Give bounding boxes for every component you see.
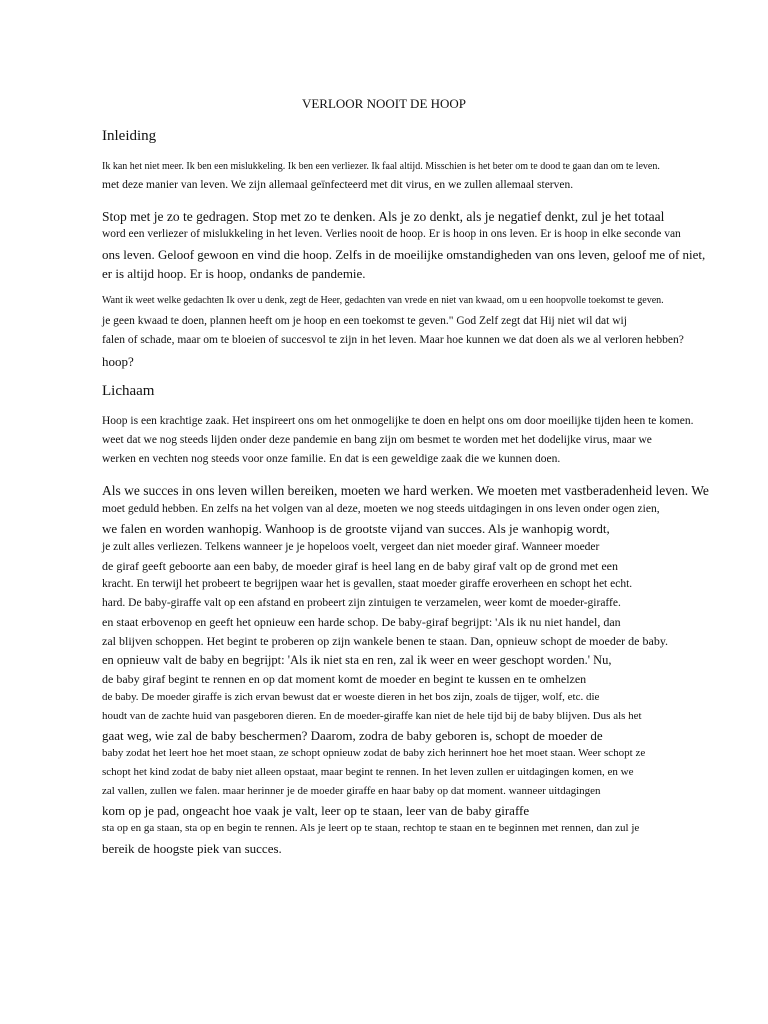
text-line: sta op en ga staan, sta op en begin te rennen. Als je leert op te staan, rechtop te staan en te beginnen met rennen, dan zul je: [102, 822, 640, 834]
text-line: Ik kan het niet meer. Ik ben een mislukkeling. Ik ben een verliezer. Ik faal altijd. Misschien is het beter om te dood te gaan dan om te leven.: [102, 161, 660, 172]
document-title: VERLOOR NOOIT DE HOOP: [301, 96, 467, 111]
text-line: weet dat we nog steeds lijden onder deze pandemie en bang zijn om besmet te worden met het dodelijke virus, maar we: [102, 434, 652, 446]
text-line: kracht. En terwijl het probeert te begrijpen waar het is gevallen, staat moeder giraffe eroverheen en schopt het echt.: [102, 578, 633, 590]
text-line: Hoop is een krachtige zaak. Het inspireert ons om het onmogelijke te doen en helpt ons om door moeilijke tijden heen te komen.: [102, 415, 694, 427]
text-line: we falen en worden wanhopig. Wanhoop is de grootste vijand van succes. Als je wanhopig wordt,: [102, 521, 610, 536]
text-line: moet geduld hebben. En zelfs na het volgen van al deze, moeten we nog steeds uitdagingen in ons leven onder ogen zien,: [102, 503, 660, 515]
text-line: de baby giraf begint te rennen en op dat moment komt de moeder en begint te kussen en te omhelzen: [102, 672, 587, 686]
text-line: zal blijven schoppen. Het begint te proberen op zijn wankele benen te staan. Dan, opnieuw schopt de moeder de baby.: [102, 634, 669, 648]
text-line: Als we succes in ons leven willen bereiken, moeten we hard werken. We moeten met vastberadenheid leven. We: [102, 483, 709, 498]
text-line: hoop?: [102, 354, 134, 369]
section-heading-lichaam: Lichaam: [102, 383, 155, 399]
text-line: gaat weg, wie zal de baby beschermen? Daarom, zodra de baby geboren is, schopt de moeder de: [102, 728, 603, 743]
text-line: Stop met je zo te gedragen. Stop met zo te denken. Als je zo denkt, als je negatief denkt, zul je het totaal: [102, 209, 665, 224]
text-line: schopt het kind zodat de baby niet alleen opstaat, maar begint te rennen. In het leven zullen er uitdagingen komen, en we: [102, 766, 634, 778]
text-line: kom op je pad, ongeacht hoe vaak je valt, leer op te staan, leer van de baby giraffe: [102, 803, 530, 818]
text-line: de giraf geeft geboorte aan een baby, de moeder giraf is heel lang en de baby giraf valt op de grond met een: [102, 559, 618, 573]
text-line: word een verliezer of mislukkeling in het leven. Verlies nooit de hoop. Er is hoop in ons leven. Er is hoop in elke seconde van: [102, 228, 681, 240]
text-line: Want ik weet welke gedachten Ik over u denk, zegt de Heer, gedachten van vrede en niet van kwaad, om u een hoopvolle toekomst te geven.: [102, 295, 664, 306]
text-line: bereik de hoogste piek van succes.: [102, 841, 282, 856]
text-line: je zult alles verliezen. Telkens wanneer je je hopeloos voelt, vergeet dan niet moeder giraf. Wanneer moeder: [102, 541, 600, 553]
text-line: en opnieuw valt de baby en begrijpt: 'Als ik niet sta en ren, zal ik weer en weer geschopt worden.' Nu,: [102, 653, 612, 667]
text-line: hard. De baby-giraffe valt op een afstand en probeert zijn zintuigen te verzamelen, weer komt de moeder-giraffe.: [102, 597, 621, 609]
text-line: er is altijd hoop. Er is hoop, ondanks de pandemie.: [102, 266, 366, 281]
text-line: en staat erbovenop en geeft het opnieuw een harde schop. De baby-giraf begrijpt: 'Als ik nu niet handel, dan: [102, 615, 621, 629]
text-line: zal vallen, zullen we falen. maar herinner je de moeder giraffe en haar baby op dat moment. wanneer uitdagingen: [102, 785, 601, 797]
text-line: falen of schade, maar om te bloeien of succesvol te zijn in het leven. Maar hoe kunnen we dat doen als we al verloren hebben?: [102, 334, 684, 346]
section-heading-inleiding: Inleiding: [102, 128, 157, 144]
text-line: je geen kwaad te doen, plannen heeft om je hoop en een toekomst te geven." God Zelf zegt dat Hij niet wil dat wij: [102, 315, 627, 327]
text-line: de baby. De moeder giraffe is zich ervan bewust dat er woeste dieren in het bos zijn, zoals de tijger, wolf, etc. die: [102, 691, 600, 703]
text-line: met deze manier van leven. We zijn allemaal geïnfecteerd met dit virus, en we zullen allemaal sterven.: [102, 179, 574, 191]
text-line: werken en vechten nog steeds voor onze familie. En dat is een geweldige zaak die we kunnen doen.: [102, 453, 561, 465]
text-line: baby zodat het leert hoe het moet staan, ze schopt opnieuw zodat de baby zich herinnert hoe het moet staan. Weer schopt ze: [102, 747, 646, 759]
text-line: ons leven. Geloof gewoon en vind die hoop. Zelfs in de moeilijke omstandigheden van ons leven, geloof me of niet,: [102, 247, 706, 262]
text-line: houdt van de zachte huid van pasgeboren dieren. En de moeder-giraffe kan niet de hele tijd bij de baby blijven. Dus als het: [102, 710, 642, 722]
